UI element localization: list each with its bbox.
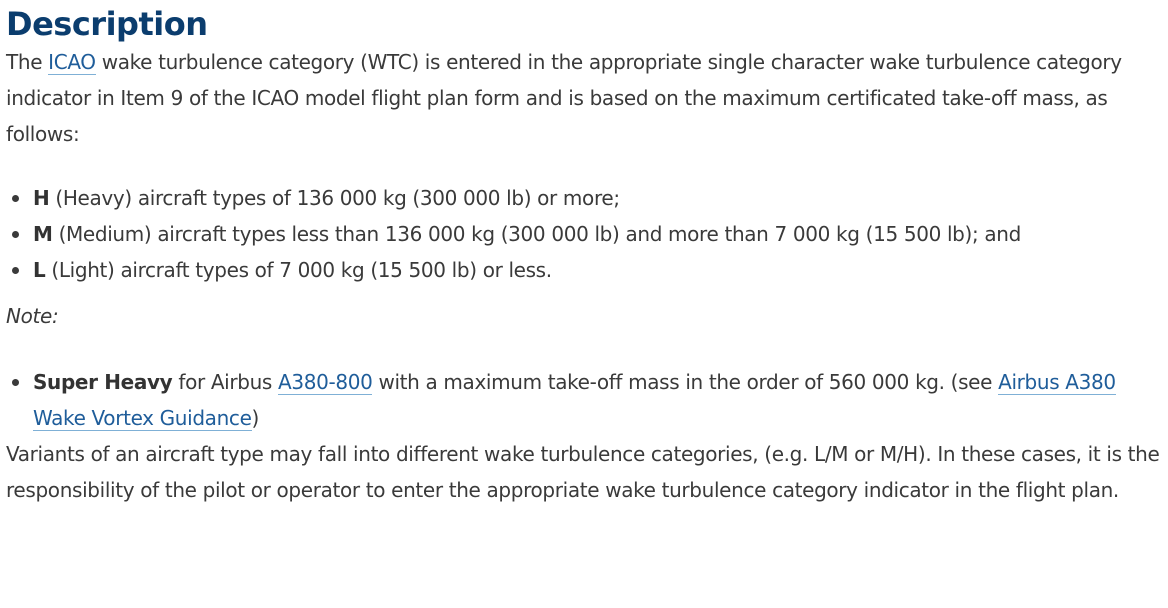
category-code: L (33, 258, 46, 282)
super-heavy-label: Super Heavy (33, 370, 173, 394)
article-content (6, 0, 1162, 508)
category-description: (Light) aircraft types of 7 000 kg (15 500 lb) or less. (45, 258, 552, 282)
category-description: (Medium) aircraft types less than 136 000 kg (300 000 lb) and more than 7 000 kg (15 500 lb); and (52, 222, 1021, 246)
intro-text-start: The (6, 50, 49, 74)
icao-link[interactable]: ICAO (48, 50, 96, 74)
bullet-icon (12, 195, 19, 202)
a380-800-link[interactable]: A380-800 (278, 370, 373, 394)
note-label: Note: (6, 304, 59, 328)
bullet-icon (12, 267, 19, 274)
list-item-heavy (6, 180, 1162, 216)
list-item-medium (6, 216, 1162, 252)
super-heavy-text-start: for Airbus (172, 370, 278, 394)
super-heavy-text-mid: with a maximum take-off mass in the order of 560 000 kg. (see (372, 370, 999, 394)
intro-text-rest: wake turbulence category (WTC) is entered in the appropriate single character wake turbulence category indicator in Item 9 of the ICAO model flight plan form and is based on the maximum certificated take-off mass, as follows: (6, 50, 1122, 146)
category-list (6, 180, 1162, 288)
super-heavy-list (6, 364, 1162, 436)
category-code: H (33, 186, 50, 210)
bullet-icon (12, 379, 19, 386)
list-item-super-heavy (6, 364, 1162, 436)
intro-paragraph (6, 44, 1162, 152)
a380-wake-vortex-guidance-link[interactable]: Airbus A380 Wake Vortex Guidance (33, 370, 1116, 430)
variants-paragraph: Variants of an aircraft type may fall into different wake turbulence categories, (e.g. L/M or M/H). In these cases, it is the responsibility of the pilot or operator to enter the appropriate wake turbulence category indicator in the flight plan. (6, 442, 1160, 502)
super-heavy-text-end: ) (251, 406, 259, 430)
category-description: (Heavy) aircraft types of 136 000 kg (300 000 lb) or more; (49, 186, 620, 210)
bullet-icon (12, 231, 19, 238)
category-code: M (33, 222, 53, 246)
list-item-light (6, 252, 1162, 288)
section-heading: Description (6, 5, 208, 43)
